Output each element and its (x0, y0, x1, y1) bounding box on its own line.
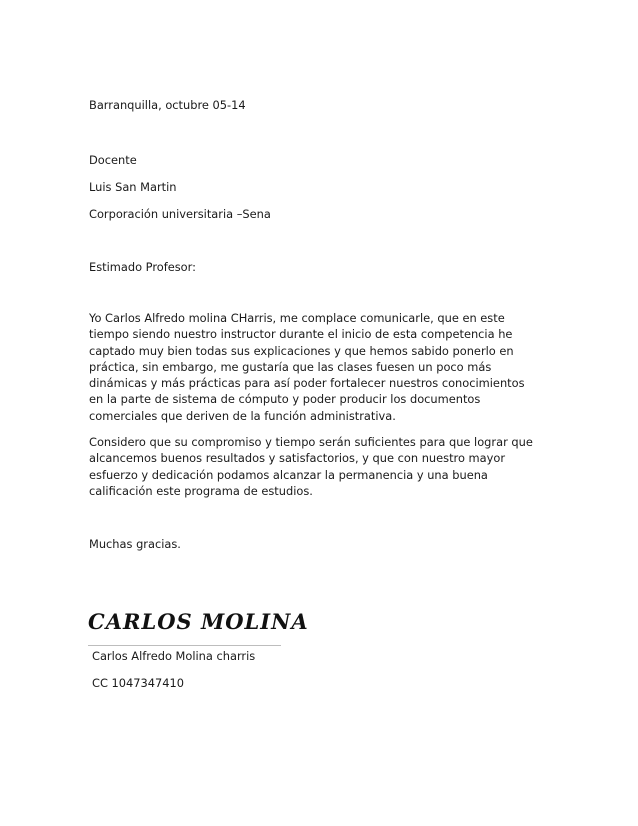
body-line: en la parte de sistema de cómputo y poder producir los documentos (89, 392, 481, 407)
signer-id: CC 1047347410 (92, 676, 184, 690)
signer-name: Carlos Alfredo Molina charris (92, 649, 256, 663)
recipient-institution: Corporación universitaria –Sena (89, 207, 271, 221)
body-line: Yo Carlos Alfredo molina CHarris, me complace comunicarle, que en este (89, 311, 505, 325)
body-line: comerciales que deriven de la función administrativa. (89, 408, 396, 423)
body-line: Considero que su compromiso y tiempo serán suficientes para que lograr que (89, 435, 533, 449)
body-line: tiempo siendo nuestro instructor durante el inicio de esta competencia he (89, 327, 513, 342)
signature: CARLOS MOLINA (88, 609, 309, 634)
body-paragraph-2 (89, 434, 549, 499)
body-line: captado muy bien todas sus explicaciones y que hemos sabido ponerlo en (89, 343, 514, 358)
closing: Muchas gracias. (89, 537, 181, 551)
body-paragraph-1 (89, 310, 549, 424)
body-line: calificación este programa de estudios. (89, 483, 313, 498)
body-line: alcancemos buenos resultados y satisfactorios, y que con nuestro mayor (89, 451, 506, 466)
salutation: Estimado Profesor: (89, 260, 196, 274)
body-line: dinámicas y más prácticas para así poder fortalecer nuestros conocimientos (89, 376, 525, 391)
body-line: esfuerzo y dedicación podamos alcanzar la permanencia y una buena (89, 467, 488, 482)
signature-line (88, 645, 281, 646)
recipient-title: Docente (89, 153, 137, 167)
place-date: Barranquilla, octubre 05-14 (89, 98, 246, 112)
body-line: práctica, sin embargo, me gustaría que las clases fuesen un poco más (89, 359, 492, 374)
recipient-name: Luis San Martin (89, 180, 177, 194)
